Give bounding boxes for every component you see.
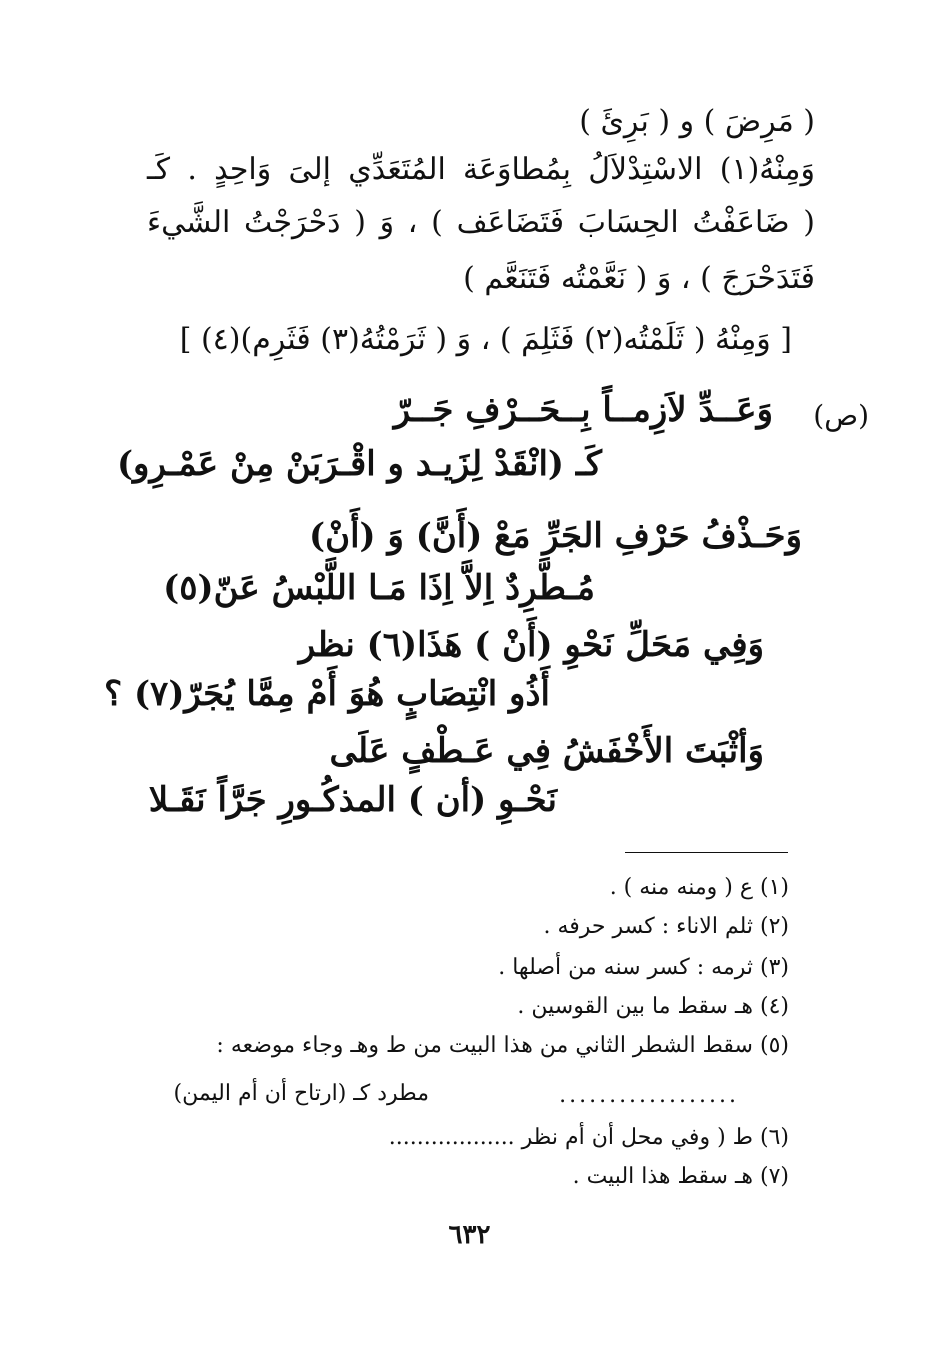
prose-line-4: فَتَدَحْرَجَ ) ، وَ ( نَعَّمْتُه فَتَنَعَّم ) [463,261,815,296]
verse-line-1: وَعَــدِّ لاَزِمــاً بِــحَــرْفِ جَــرّ [393,390,773,430]
footnote-5: (٥) سقط الشطر الثاني من هذا البيت من ط وهـ وجاء موضعه : [216,1033,789,1058]
footnote-3: (٣) ثرمه : كسر سنه من أصلها . [498,955,789,980]
verse-line-5: وَفِي مَحَلِّ نَحْوِ (أَنْ ) هَذَا(٦) نظر [298,625,764,665]
footnote-separator [625,852,788,853]
footnote-7: (٧) هـ سقط هذا البيت . [572,1164,789,1189]
verse-line-4: مُـطَّرِدٌ اِلاَّ اِذَا مَـا اللَّبْسُ عَنّ(٥) [163,568,595,608]
footnote-5-text: مطرد كـ (ارتاح أن أم اليمن) [173,1081,429,1106]
footnote-6: (٦) ط ( وفي محل أن أم نظر .................. [388,1125,789,1150]
verse-line-2: كَـ (انْقَدْ لِزَيـد و اقْـرَبَنْ مِنْ عَمْـرِو) [116,444,602,484]
verse-marker: (ص) [813,399,869,432]
verse-line-7: وَأثْبَتَ الأَخْفَشُ فِي عَـطْفٍ عَلَى [329,731,764,771]
page-number: ٦٣٢ [448,1220,491,1250]
footnote-4: (٤) هـ سقط ما بين القوسين . [517,994,789,1019]
verse-line-6: أَذُو انْتِصَابٍ هُوَ أَمْ مِمَّا يُجَرّ(٧) ؟ [104,674,550,714]
verse-line-8: نَحْـوِ (أن ) المذكُـورِ جَرَّاً نَقَـلا [148,780,557,820]
footnote-5-dots: .................. [559,1083,739,1108]
verse-line-3: وَحَـذْفُ حَرْفِ الجَرِّ مَعْ (أَنَّ) وَ (أَنْ) [309,516,802,556]
prose-line-5: [ وَمِنْهُ ( ثَلَمْتُه(٢) فَثَلِمَ ) ، وَ ( ثَرَمْتُهُ(٣) فَثَرِم)(٤) ] [179,322,792,357]
prose-line-3: ( ضَاعَفْتُ الحِسَابَ فَتَضَاعَف ) ، وَ ( دَحْرَجْتُ الشَّيءَ [147,205,815,240]
prose-line-1: ( مَرِضَ ) و ( بَرِئَ ) [579,104,815,139]
footnote-2: (٢) ثلم الاناء : كسر حرفه . [543,914,789,939]
footnote-1: (١) ع ( ومنه منه ) . [609,875,789,900]
prose-line-2: وَمِنْهُ(١) الاسْتِدْلاَلُ بِمُطاوَعَة المُتَعَدِّي إلىَ وَاحِدٍ . كَـ [147,152,815,187]
